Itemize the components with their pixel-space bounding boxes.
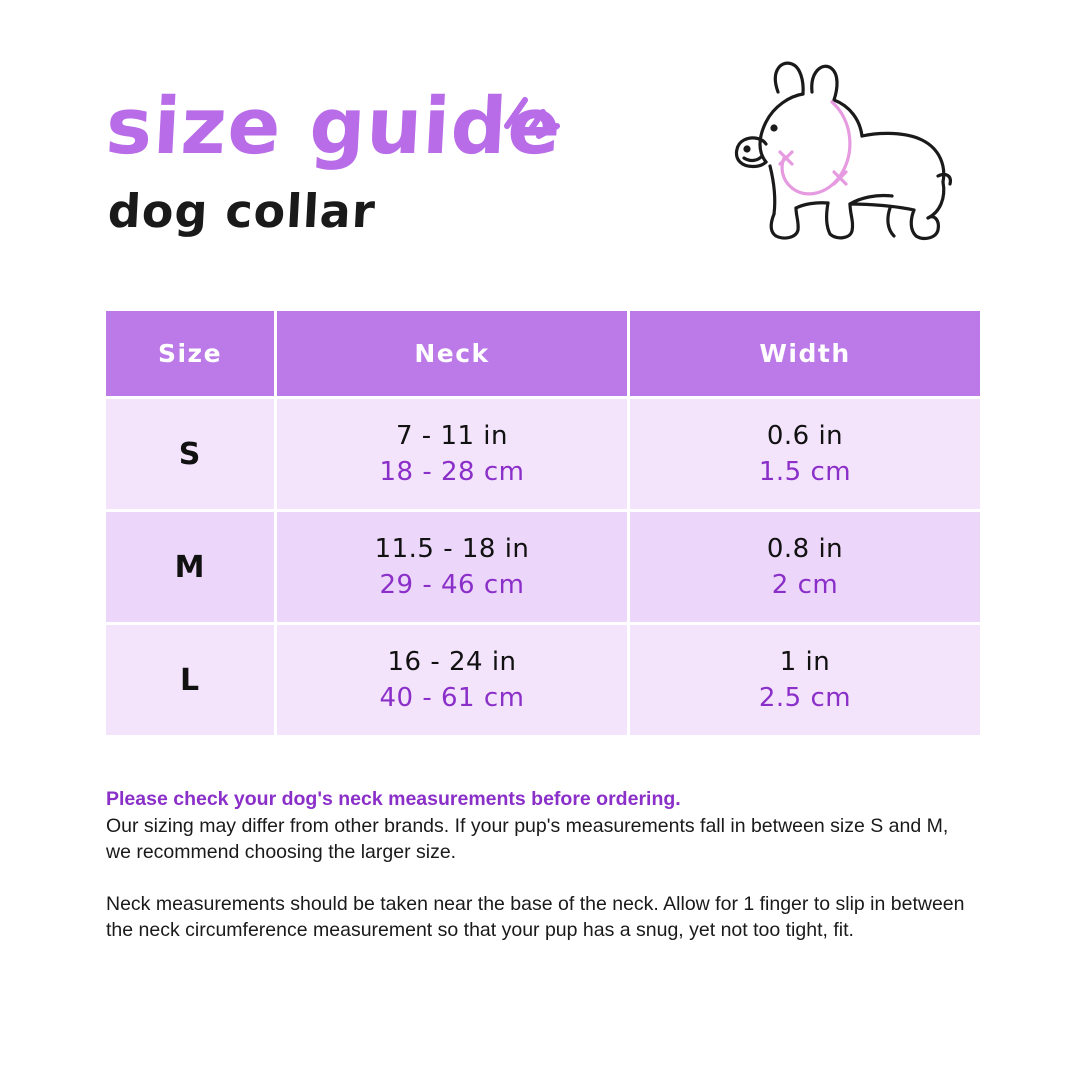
- table-header: [106, 311, 980, 399]
- width-inches: 1 in: [779, 647, 831, 677]
- column-header-neck: Neck: [277, 311, 630, 399]
- neck-inches: 16 - 24 in: [387, 647, 517, 677]
- cell-neck: [277, 512, 630, 625]
- header: [103, 82, 666, 238]
- column-header-width: Width: [630, 311, 980, 399]
- note-spacer: [106, 865, 976, 891]
- cell-neck: [277, 625, 630, 735]
- neck-inches: 11.5 - 18 in: [374, 534, 530, 564]
- sparkle-icon: [495, 78, 565, 148]
- table-row: [106, 625, 980, 735]
- cell-size: S: [106, 399, 277, 512]
- neck-centimeters: 29 - 46 cm: [379, 570, 525, 600]
- neck-inches: 7 - 11 in: [395, 421, 508, 451]
- cell-width: [630, 625, 980, 735]
- width-centimeters: 2.5 cm: [758, 683, 852, 713]
- table-header-row: [106, 311, 980, 399]
- note-paragraph-1: Our sizing may differ from other brands. If your pup's measurements fall in between size S and M, we recommend choosing the larger size.: [106, 815, 949, 863]
- neck-centimeters: 18 - 28 cm: [379, 457, 525, 487]
- cell-neck: [277, 399, 630, 512]
- width-inches: 0.6 in: [766, 421, 844, 451]
- column-header-size: Size: [106, 311, 277, 399]
- dog-illustration-icon: [700, 48, 980, 278]
- cell-width: [630, 399, 980, 512]
- cell-size: L: [106, 625, 277, 735]
- width-centimeters: 1.5 cm: [758, 457, 852, 487]
- table-row: [106, 512, 980, 625]
- width-centimeters: 2 cm: [771, 570, 839, 600]
- note-paragraph-2: Neck measurements should be taken near the base of the neck. Allow for 1 finger to slip in between the neck circumference measurement so that your pup has a snug, yet not too tight, fit.: [106, 893, 965, 941]
- page-title: size guide: [103, 82, 564, 172]
- table-row: [106, 399, 980, 512]
- neck-centimeters: 40 - 61 cm: [379, 683, 525, 713]
- page-subtitle: dog collar: [106, 184, 378, 238]
- table-body: [106, 399, 980, 735]
- cell-size: M: [106, 512, 277, 625]
- size-table: [106, 311, 980, 735]
- width-inches: 0.8 in: [766, 534, 844, 564]
- notes-section: [106, 786, 976, 943]
- cell-width: [630, 512, 980, 625]
- note-highlight: Please check your dog's neck measurements before ordering.: [106, 788, 681, 810]
